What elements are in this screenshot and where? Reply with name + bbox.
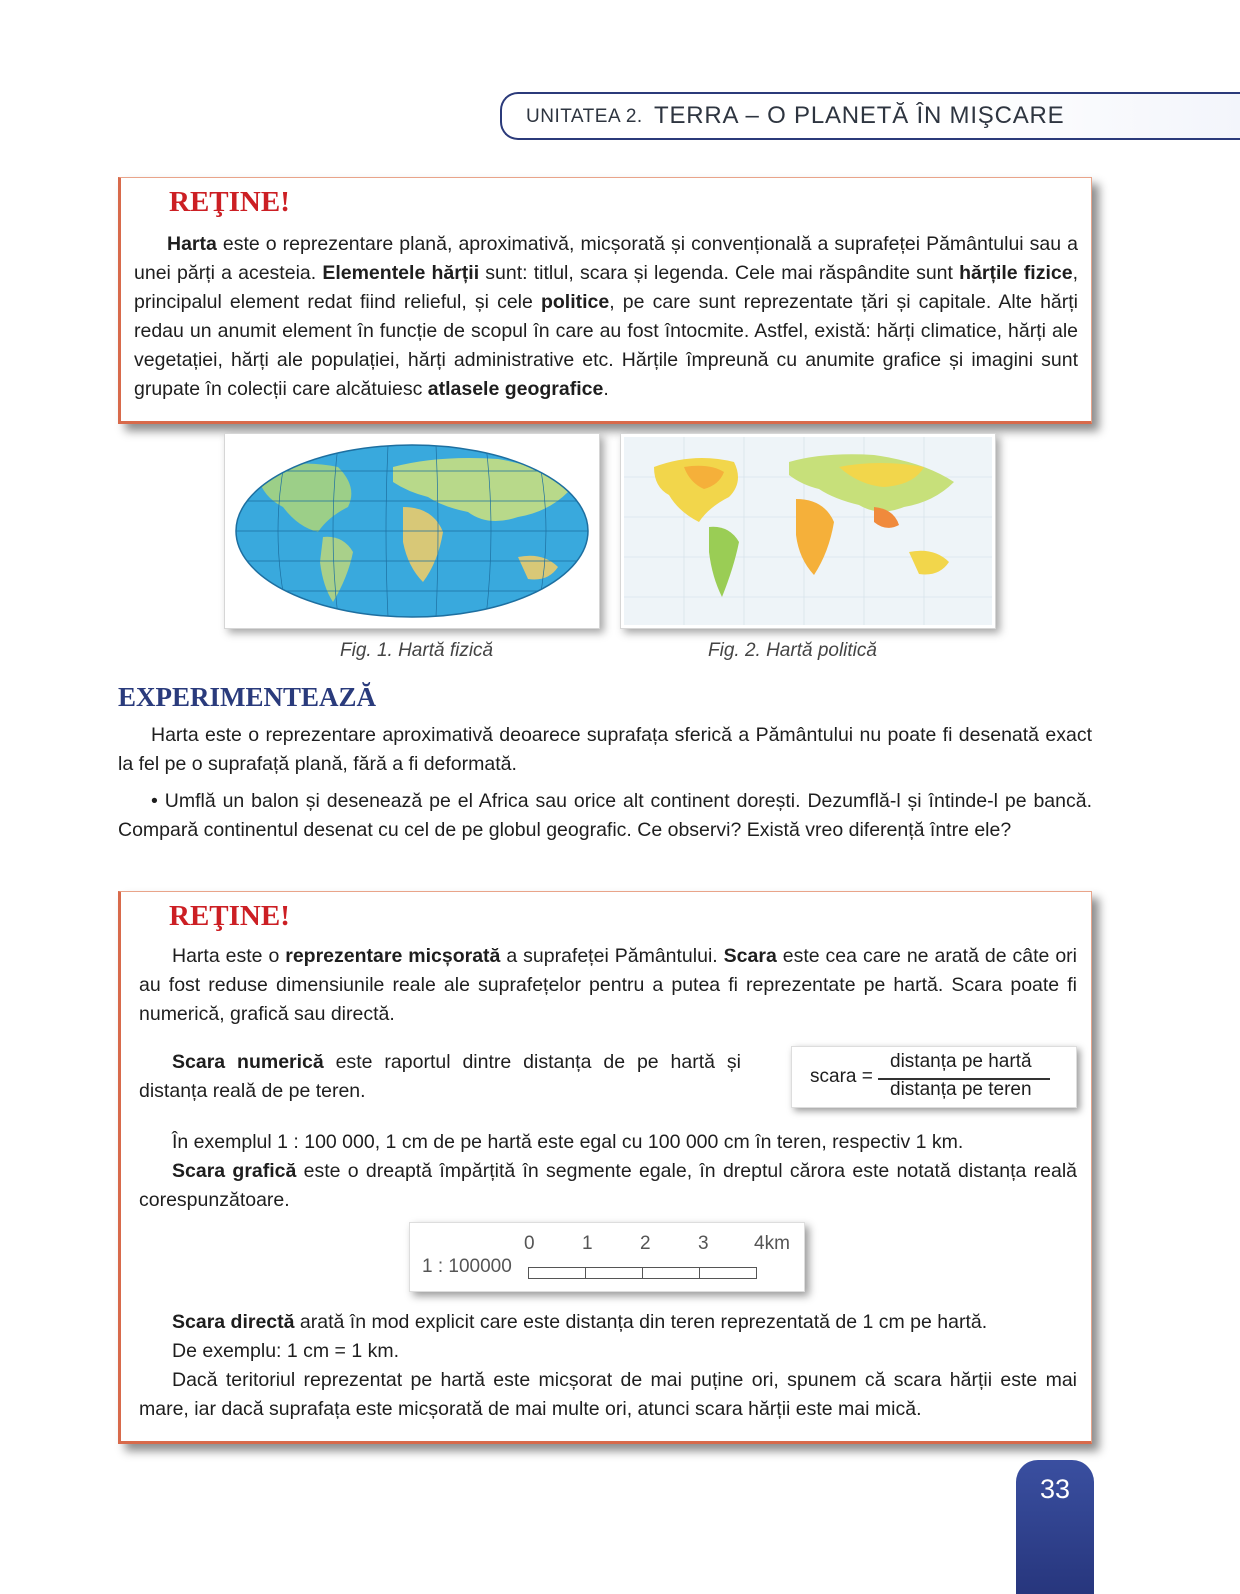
map-definition-text: [134, 230, 1078, 404]
scale-tick: 3: [698, 1233, 709, 1254]
formula-lhs: scara =: [810, 1066, 873, 1087]
text-span: Harta este o: [172, 945, 286, 967]
political-world-map-icon: [624, 437, 992, 625]
scale-tick: 0: [524, 1233, 535, 1254]
scale-tick: 2: [640, 1233, 651, 1254]
text-span: În exemplul 1 : 100 000, 1 cm de pe hartă este egal cu 100 000 cm în teren, respectiv 1 km.: [172, 1131, 964, 1153]
text-span: este cea care ne arată de câte ori au fost reduse dimensiunile reale ale suprafețelor pentru a putea fi reprezentate pe hartă. Scara poate fi numerică, grafică sau directă.: [139, 945, 1077, 1025]
experiment-paragraph-2: [118, 787, 1092, 845]
direct-scale-text: [139, 1308, 1077, 1424]
figure-1-caption: Fig. 1. Hartă fizică: [340, 640, 494, 661]
text-span: Harta este o reprezentare aproximativă deoarece suprafața sferică a Pământului nu poate fi desenată exact la fel pe o suprafață plană, fără a fi deformată.: [118, 724, 1092, 775]
unit-label: UNITATEA 2.: [526, 106, 643, 127]
unit-title: TERRA – O PLANETĂ ÎN MIŞCARE: [654, 102, 1065, 129]
physical-world-map-icon: [228, 437, 596, 625]
experiment-heading: EXPERIMENTEAZĂ: [118, 682, 377, 712]
text-span: Dacă teritoriul reprezentat pe hartă este micșorat de mai puține ori, spunem că scara hărții este mai mare, iar dacă suprafața este micșorată de mai multe ori, atunci scara hărții este mai mică.: [139, 1369, 1077, 1420]
scale-segment: [528, 1267, 586, 1279]
retine-box-2: [118, 891, 1092, 1444]
retine-title-1: REŢINE!: [169, 186, 290, 218]
term-scara-grafica: Scara grafică: [172, 1160, 297, 1182]
term-scara-directa: Scara directă: [172, 1311, 295, 1333]
physical-map-figure: [224, 433, 600, 629]
political-map-figure: [620, 433, 996, 629]
retine-title-2: REŢINE!: [169, 900, 290, 932]
scale-tick: 4km: [754, 1233, 790, 1254]
text-span: De exemplu: 1 cm = 1 km.: [172, 1340, 400, 1362]
graphic-scale-text: [139, 1128, 1077, 1215]
scale-ratio: 1 : 100000: [422, 1256, 512, 1277]
text-span: arată în mod explicit care este distanța din teren reprezentată de 1 cm pe hartă.: [294, 1311, 988, 1333]
term-fizice: hărțile fizice: [959, 262, 1073, 284]
text-span: este o dreaptă împărțită în segmente egale, în dreptul cărora este notată distanța reală corespunzătoare.: [139, 1160, 1078, 1211]
text-span: , principalul element redat fiind relieful, și cele: [134, 262, 1078, 313]
term-scara-numerica: Scara numerică: [172, 1051, 324, 1073]
retine-box-1: [118, 177, 1092, 424]
text-span: sunt: titlul, scara și legenda. Cele mai răspândite sunt: [479, 262, 960, 284]
formula-denominator: distanța pe teren: [890, 1079, 1032, 1100]
term-elementele: Elementele hărții: [322, 262, 480, 284]
scale-segment: [585, 1267, 643, 1279]
text-span: .: [603, 378, 609, 400]
scale-segment: [699, 1267, 757, 1279]
unit-header: [500, 92, 1240, 140]
numeric-scale-text: [139, 1048, 741, 1106]
term-politice: politice: [540, 291, 610, 313]
formula-numerator: distanța pe hartă: [890, 1051, 1032, 1072]
text-span: , pe care sunt reprezentate țări și capitale. Alte hărți redau un anumit element în funcție de scopul în care au fost întocmite. Astfel, există: hărți climatice, hărți ale vegetației, hărți ale populației, hărți administrative etc. Hărțile împreună cu anumite grafice și imagini sunt grupate în colecții care alcătuiesc: [134, 291, 1079, 400]
text-span: a suprafeței Pământului.: [500, 945, 724, 967]
graphic-scale-figure: [409, 1222, 805, 1292]
scale-tick: 1: [582, 1233, 593, 1254]
term-harta: Harta: [167, 233, 217, 255]
page-number: 33: [1016, 1460, 1094, 1594]
scale-definition-text: [139, 942, 1077, 1029]
figure-2-caption: Fig. 2. Hartă politică: [708, 640, 877, 661]
text-span: • Umflă un balon și desenează pe el Africa sau orice alt continent dorești. Dezumflă-l și întinde-l pe bancă. Compară continentul desenat cu cel de pe globul geografic. Ce observi? Există vreo diferență între ele?: [118, 790, 1092, 841]
term-atlase: atlasele geografice: [427, 378, 604, 400]
term-micsorata: reprezentare micșorată: [285, 945, 501, 967]
scale-formula: [791, 1046, 1077, 1108]
text-span: este o reprezentare plană, aproximativă, micșorată și convențională a suprafeței Pământului sau a unei părți a acesteia.: [134, 233, 1078, 284]
term-scara: Scara: [723, 945, 777, 967]
experiment-paragraph-1: [118, 721, 1092, 779]
scale-segment: [642, 1267, 700, 1279]
text-span: este raportul dintre distanța de pe hartă și distanța reală de pe teren.: [139, 1051, 741, 1102]
